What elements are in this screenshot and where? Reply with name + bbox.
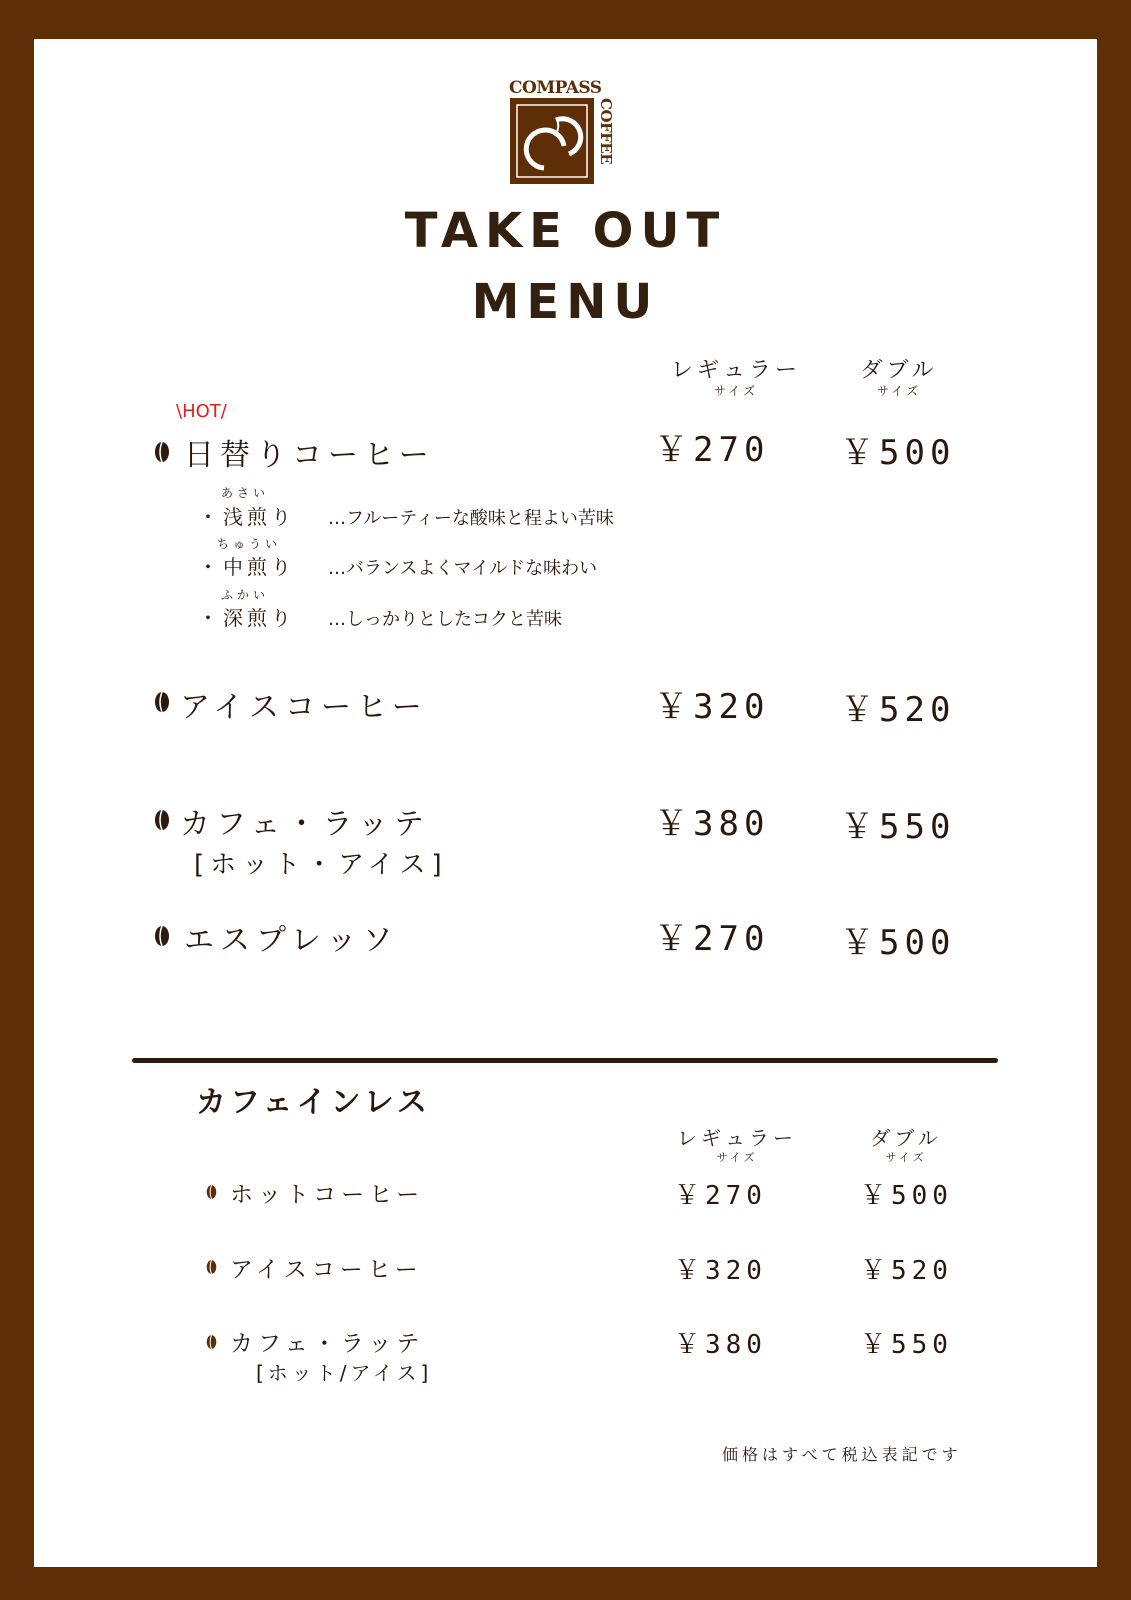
column-header-double	[846, 1122, 966, 1165]
roast-name: 深煎り	[223, 606, 295, 630]
menu-page	[34, 39, 1097, 1567]
decaf-price-double: ￥550	[860, 1330, 953, 1360]
roast-description: …バランスよくマイルドな味わい	[328, 558, 598, 579]
price-double: ￥500	[840, 923, 956, 963]
decaf-price-double: ￥500	[860, 1181, 953, 1211]
double-label: ダブル	[870, 1126, 942, 1150]
item-note-hot-ice: [ホット・アイス]	[194, 850, 448, 880]
title-line1: TAKE OUT	[404, 203, 727, 259]
decaf-section-title: カフェインレス	[196, 1085, 431, 1120]
roast-ruby: ちゅうい	[217, 537, 282, 551]
price-regular: ￥320	[654, 687, 770, 727]
decaf-item-name: ホットコーヒー	[230, 1182, 425, 1208]
logo-side-text: COFFEE	[597, 98, 615, 165]
item-name-iced-coffee: アイスコーヒー	[180, 690, 428, 725]
decaf-price-regular: ￥270	[674, 1181, 767, 1211]
logo-top-text: COMPASS	[509, 78, 602, 98]
decaf-price-double: ￥520	[860, 1256, 953, 1286]
roast-bullet: ・	[198, 555, 222, 579]
regular-label: レギュラー	[670, 358, 801, 383]
roast-bullet: ・	[198, 606, 222, 630]
section-divider	[132, 1058, 998, 1063]
item-name-daily-coffee: 日替りコーヒー	[184, 438, 435, 473]
price-regular: ￥380	[654, 804, 770, 844]
column-header-regular	[656, 353, 816, 399]
item-name-espresso: エスプレッソ	[184, 923, 399, 958]
compass-coffee-logo	[509, 76, 629, 188]
roast-ruby: あさい	[221, 486, 270, 500]
tax-footnote: 価格はすべて税込表記です	[722, 1445, 962, 1464]
price-regular: ￥270	[654, 430, 770, 470]
item-name-cafe-latte: カフェ・ラッテ	[180, 807, 430, 842]
decaf-price-regular: ￥380	[674, 1330, 767, 1360]
coffee-bean-icon	[154, 809, 170, 831]
title-line2: MENU	[471, 274, 660, 330]
hot-label: \HOT/	[176, 401, 227, 422]
coffee-bean-icon	[154, 925, 170, 947]
coffee-bean-icon	[154, 691, 170, 713]
decaf-price-regular: ￥320	[674, 1256, 767, 1286]
double-sub-label: サイズ	[876, 384, 922, 398]
column-header-double	[834, 353, 964, 399]
coffee-bean-icon	[206, 1259, 217, 1275]
roast-bullet: ・	[198, 505, 222, 529]
coffee-bean-icon	[206, 1184, 217, 1200]
price-double: ￥550	[840, 807, 956, 847]
regular-sub-label: サイズ	[713, 384, 759, 398]
coffee-bean-icon	[154, 441, 170, 463]
roast-name: 中煎り	[223, 555, 295, 579]
regular-sub-label: サイズ	[716, 1151, 758, 1164]
coffee-bean-icon	[206, 1334, 217, 1350]
decaf-item-note: [ホット/アイス]	[256, 1361, 433, 1385]
double-label: ダブル	[860, 358, 938, 383]
column-header-regular	[662, 1122, 812, 1165]
decaf-item-name: カフェ・ラッテ	[230, 1331, 425, 1357]
price-double: ￥520	[840, 690, 956, 730]
roast-ruby: ふかい	[221, 588, 270, 602]
price-double: ￥500	[840, 433, 956, 473]
roast-description: …しっかりとしたコクと苦味	[328, 609, 562, 630]
price-regular: ￥270	[654, 919, 770, 959]
double-sub-label: サイズ	[885, 1151, 927, 1164]
decaf-item-name: アイスコーヒー	[230, 1257, 423, 1283]
roast-description: …フルーティーな酸味と程よい苦味	[328, 508, 614, 529]
regular-label: レギュラー	[677, 1126, 797, 1150]
roast-name: 浅煎り	[223, 505, 295, 529]
